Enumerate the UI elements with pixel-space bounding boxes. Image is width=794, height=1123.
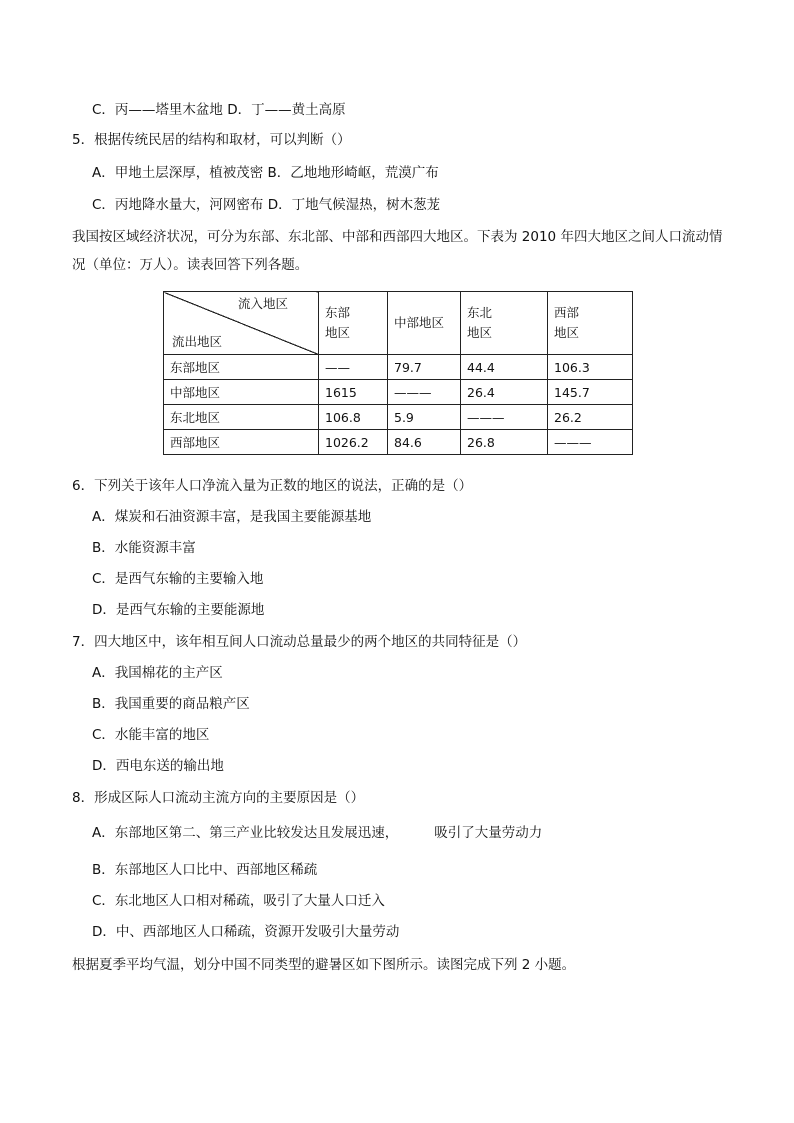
col-header-central: 中部地区: [388, 292, 461, 355]
q5-option-c: C．丙地降水量大，河网密布 D．丁地气候湿热，树木葱茏: [92, 197, 441, 213]
row-header: 东北地区: [164, 405, 319, 430]
q8-option-a: [92, 823, 542, 843]
q7-option-b: B．我国重要的商品粮产区: [92, 696, 250, 712]
table-cell: ——: [319, 355, 388, 380]
population-flow-table: [163, 291, 633, 455]
q7-option-c: C．水能丰富的地区: [92, 727, 210, 743]
q7-option-d: D．西电东送的输出地: [92, 758, 224, 774]
closing-text: 根据夏季平均气温，划分中国不同类型的避暑区如下图所示。读图完成下列 2 小题。: [72, 957, 576, 973]
col-header-northeast: 东北 地区: [461, 292, 548, 355]
table-intro: 我国按区域经济状况，可分为东部、东北部、中部和西部四大地区。下表为 2010 年四大地区之间人口流动情况（单位：万人）。读表回答下列各题。: [72, 229, 723, 273]
table-row: [164, 380, 633, 405]
q5-option-a: A．甲地土层深厚，植被茂密 B．乙地地形崎岖，荒漠广布: [92, 165, 439, 181]
table-row: [164, 430, 633, 455]
col-header-west: 西部 地区: [548, 292, 633, 355]
table-cell: 1026.2: [319, 430, 388, 455]
table-cell: 1615: [319, 380, 388, 405]
q6-option-c: C．是西气东输的主要输入地: [92, 571, 264, 587]
table-cell: 79.7: [388, 355, 461, 380]
header-outflow-label: 流出地区: [172, 334, 223, 349]
table-cell: ———: [388, 380, 461, 405]
q8-stem: 8．形成区际人口流动主流方向的主要原因是（）: [72, 790, 365, 806]
q5-stem: 5．根据传统民居的结构和取材，可以判断（）: [72, 132, 351, 148]
q6-option-b: B．水能资源丰富: [92, 540, 196, 556]
table-cell: 26.2: [548, 405, 633, 430]
table-cell: 145.7: [548, 380, 633, 405]
row-header: 东部地区: [164, 355, 319, 380]
q6-option-a: A．煤炭和石油资源丰富，是我国主要能源基地: [92, 509, 372, 525]
q7-option-a: A．我国棉花的主产区: [92, 665, 223, 681]
col-header-east: 东部 地区: [319, 292, 388, 355]
table-corner-cell: [164, 292, 319, 355]
table-header-row: [164, 292, 633, 355]
q7-stem: 7．四大地区中，该年相互间人口流动总量最少的两个地区的共同特征是（）: [72, 634, 527, 650]
table-cell: 5.9: [388, 405, 461, 430]
q4-option-c: C．丙——塔里木盆地 D．丁——黄土高原: [92, 102, 346, 118]
header-inflow-label: 流入地区: [237, 296, 288, 311]
q8-option-a-part2: 吸引了大量劳动力: [434, 825, 543, 841]
row-header: 西部地区: [164, 430, 319, 455]
q6-option-d: D．是西气东输的主要能源地: [92, 602, 265, 618]
q8-option-d: D．中、西部地区人口稀疏，资源开发吸引大量劳动: [92, 924, 400, 940]
table-row: [164, 355, 633, 380]
row-header: 中部地区: [164, 380, 319, 405]
table-cell: 106.3: [548, 355, 633, 380]
table-cell: 106.8: [319, 405, 388, 430]
table-cell: 44.4: [461, 355, 548, 380]
table-cell: 84.6: [388, 430, 461, 455]
q8-option-c: C．东北地区人口相对稀疏，吸引了大量人口迁入: [92, 893, 385, 909]
q8-option-b: B．东部地区人口比中、西部地区稀疏: [92, 862, 318, 878]
table-cell: ———: [548, 430, 633, 455]
q8-option-a-part1: A．东部地区第二、第三产业比较发达且发展迅速，: [92, 825, 399, 841]
table-cell: 26.4: [461, 380, 548, 405]
q6-stem: 6．下列关于该年人口净流入量为正数的地区的说法，正确的是（）: [72, 478, 473, 494]
table-row: [164, 405, 633, 430]
table-cell: ———: [461, 405, 548, 430]
table-cell: 26.8: [461, 430, 548, 455]
